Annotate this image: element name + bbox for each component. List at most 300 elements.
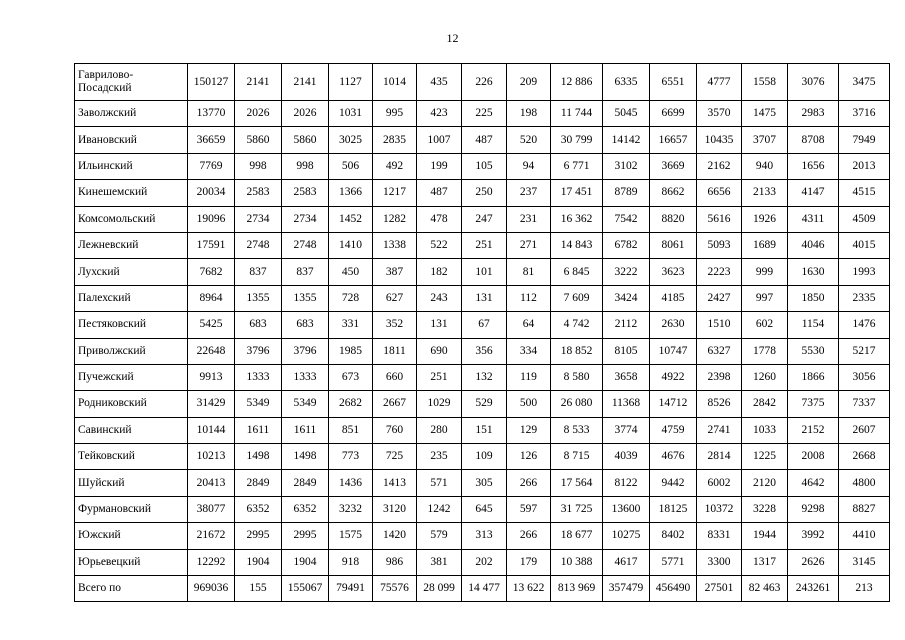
table-cell: 6327 [697,338,742,364]
table-cell: 2335 [839,285,890,311]
table-cell: 2141 [282,64,329,101]
table-cell: 1630 [788,259,839,285]
table-cell: 571 [417,470,462,496]
table-cell: 660 [373,364,417,390]
table-cell: 7 609 [551,285,603,311]
table-cell: 11368 [603,391,650,417]
district-name-cell [75,496,188,522]
table-cell: 226 [462,64,507,101]
table-cell: 1510 [697,312,742,338]
table-cell: 1333 [282,364,329,390]
table-cell: 450 [329,259,373,285]
table-cell: 986 [373,549,417,575]
table-row [75,206,890,232]
district-name: Южский [78,529,121,542]
table-cell: 8820 [650,206,697,232]
table-cell: 6002 [697,470,742,496]
table-cell: 75576 [373,576,417,602]
table-row [75,364,890,390]
table-cell: 18 677 [551,523,603,549]
table-cell: 243 [417,285,462,311]
table-cell: 1242 [417,496,462,522]
table-cell: 3669 [650,153,697,179]
table-cell: 8122 [603,470,650,496]
table-cell: 999 [742,259,788,285]
table-cell: 1260 [742,364,788,390]
table-cell: 10213 [188,444,235,470]
table-cell: 155067 [282,576,329,602]
table-cell: 1436 [329,470,373,496]
table-cell: 7769 [188,153,235,179]
district-name: Палехский [78,291,131,304]
table-cell: 813 969 [551,576,603,602]
district-name: Шуйский [78,476,125,489]
table-cell: 1225 [742,444,788,470]
district-name-cell [75,153,188,179]
table-cell: 1355 [235,285,282,311]
table-cell: 1558 [742,64,788,101]
table-cell: 1413 [373,470,417,496]
table-cell: 3623 [650,259,697,285]
table-cell: 2141 [235,64,282,101]
table-cell: 1778 [742,338,788,364]
table-cell: 6 845 [551,259,603,285]
table-cell: 313 [462,523,507,549]
district-name-cell [75,338,188,364]
table-cell: 645 [462,496,507,522]
table-row [75,391,890,417]
table-cell: 4147 [788,180,839,206]
table-cell: 3228 [742,496,788,522]
table-cell: 27501 [697,576,742,602]
district-name: Тейковский [78,450,135,463]
table-cell: 101 [462,259,507,285]
table-cell: 2398 [697,364,742,390]
district-name: Ивановский [78,133,137,146]
table-cell: 2008 [788,444,839,470]
table-cell: 8331 [697,523,742,549]
table-cell: 352 [373,312,417,338]
table-cell: 2667 [373,391,417,417]
table-cell: 20413 [188,470,235,496]
table-cell: 773 [329,444,373,470]
table-cell: 94 [507,153,551,179]
district-statistics-table [74,63,890,602]
table-cell: 213 [839,576,890,602]
table-cell: 6352 [235,496,282,522]
table-cell: 4642 [788,470,839,496]
table-body [75,64,890,602]
table-cell: 969036 [188,576,235,602]
table-cell: 182 [417,259,462,285]
table-cell: 10 388 [551,549,603,575]
table-cell: 81 [507,259,551,285]
table-cell: 36659 [188,127,235,153]
table-cell: 8402 [650,523,697,549]
table-cell: 4800 [839,470,890,496]
table-cell: 500 [507,391,551,417]
table-cell: 18125 [650,496,697,522]
table-cell: 1007 [417,127,462,153]
table-row [75,127,890,153]
table-cell: 8061 [650,232,697,258]
table-row [75,64,890,101]
table-cell: 1611 [235,417,282,443]
table-cell: 2849 [282,470,329,496]
table-cell: 4676 [650,444,697,470]
table-cell: 1029 [417,391,462,417]
table-cell: 5045 [603,101,650,127]
table-cell: 18 852 [551,338,603,364]
district-name-cell [75,259,188,285]
table-cell: 2630 [650,312,697,338]
table-cell: 998 [282,153,329,179]
table-cell: 725 [373,444,417,470]
table-cell: 1498 [282,444,329,470]
table-cell: 3707 [742,127,788,153]
district-name-cell [75,180,188,206]
table-cell: 5860 [235,127,282,153]
table-cell: 2995 [282,523,329,549]
table-cell: 4185 [650,285,697,311]
table-row [75,153,890,179]
table-cell: 5616 [697,206,742,232]
table-cell: 266 [507,470,551,496]
table-cell: 3475 [839,64,890,101]
table-cell: 247 [462,206,507,232]
table-cell: 2995 [235,523,282,549]
table-cell: 1866 [788,364,839,390]
table-cell: 5349 [282,391,329,417]
table-cell: 356 [462,338,507,364]
table-cell: 3796 [282,338,329,364]
table-cell: 1014 [373,64,417,101]
table-cell: 1993 [839,259,890,285]
table-cell: 251 [417,364,462,390]
table-cell: 597 [507,496,551,522]
table-cell: 7375 [788,391,839,417]
table-cell: 387 [373,259,417,285]
table-cell: 8526 [697,391,742,417]
table-cell: 202 [462,549,507,575]
table-cell: 129 [507,417,551,443]
table-cell: 243261 [788,576,839,602]
table-cell: 4509 [839,206,890,232]
table-cell: 997 [742,285,788,311]
table-cell: 82 463 [742,576,788,602]
table-cell: 231 [507,206,551,232]
table-cell: 109 [462,444,507,470]
table-cell: 251 [462,232,507,258]
table-cell: 1850 [788,285,839,311]
table-cell: 940 [742,153,788,179]
table-row [75,549,890,575]
table-cell: 3056 [839,364,890,390]
table-cell: 837 [282,259,329,285]
table-cell: 119 [507,364,551,390]
table-cell: 2734 [282,206,329,232]
table-cell: 2741 [697,417,742,443]
table-cell: 2120 [742,470,788,496]
table-cell: 64 [507,312,551,338]
district-name-cell [75,206,188,232]
district-name-cell [75,127,188,153]
table-cell: 10747 [650,338,697,364]
table-cell: 199 [417,153,462,179]
table-cell: 683 [282,312,329,338]
table-cell: 2583 [235,180,282,206]
table-row [75,470,890,496]
table-cell: 1904 [235,549,282,575]
table-cell: 2682 [329,391,373,417]
table-cell: 179 [507,549,551,575]
table-cell: 683 [235,312,282,338]
table-cell: 10372 [697,496,742,522]
table-cell: 17 451 [551,180,603,206]
table-cell: 690 [417,338,462,364]
district-name: Лежневский [78,239,139,252]
table-cell: 14 843 [551,232,603,258]
table-cell: 14142 [603,127,650,153]
district-name-cell [75,101,188,127]
district-name: Кинешемский [78,186,148,199]
table-cell: 131 [417,312,462,338]
table-cell: 2842 [742,391,788,417]
table-cell: 456490 [650,576,697,602]
table-cell: 3424 [603,285,650,311]
table-cell: 529 [462,391,507,417]
table-cell: 357479 [603,576,650,602]
table-cell: 112 [507,285,551,311]
table-cell: 6352 [282,496,329,522]
table-row [75,232,890,258]
table-cell: 1611 [282,417,329,443]
table-cell: 10435 [697,127,742,153]
table-cell: 209 [507,64,551,101]
table-cell: 520 [507,127,551,153]
district-name-cell [75,523,188,549]
table-cell: 2734 [235,206,282,232]
table-cell: 3300 [697,549,742,575]
table-cell: 198 [507,101,551,127]
table-cell: 266 [507,523,551,549]
table-cell: 4777 [697,64,742,101]
table-cell: 334 [507,338,551,364]
table-cell: 3025 [329,127,373,153]
table-cell: 5093 [697,232,742,258]
table-row [75,417,890,443]
district-name: Родниковский [78,397,147,410]
table-cell: 2162 [697,153,742,179]
table-cell: 30 799 [551,127,603,153]
district-name: Пучежский [78,371,134,384]
district-name-cell [75,576,188,602]
table-cell: 602 [742,312,788,338]
table-cell: 8827 [839,496,890,522]
table-cell: 7682 [188,259,235,285]
table-cell: 478 [417,206,462,232]
table-cell: 2814 [697,444,742,470]
table-cell: 5860 [282,127,329,153]
table-cell: 2223 [697,259,742,285]
table-row [75,312,890,338]
table-cell: 918 [329,549,373,575]
table-row [75,523,890,549]
table-cell: 14 477 [462,576,507,602]
table-cell: 3232 [329,496,373,522]
table-cell: 2013 [839,153,890,179]
district-name-cell [75,232,188,258]
table-cell: 998 [235,153,282,179]
table-cell: 9913 [188,364,235,390]
table-cell: 4046 [788,232,839,258]
table-cell: 1475 [742,101,788,127]
table-cell: 2583 [282,180,329,206]
table-cell: 131 [462,285,507,311]
table-cell: 28 099 [417,576,462,602]
table-row [75,444,890,470]
table-cell: 492 [373,153,417,179]
district-name-cell [75,391,188,417]
table-cell: 3716 [839,101,890,127]
table-cell: 2133 [742,180,788,206]
table-cell: 16 362 [551,206,603,232]
district-name: Заволжский [78,107,137,120]
table-cell: 3120 [373,496,417,522]
table-cell: 3570 [697,101,742,127]
district-name: Приволжский [78,344,146,357]
table-cell: 4515 [839,180,890,206]
table-cell: 8105 [603,338,650,364]
table-cell: 4 742 [551,312,603,338]
table-cell: 1476 [839,312,890,338]
table-cell: 4015 [839,232,890,258]
table-cell: 237 [507,180,551,206]
table-cell: 1811 [373,338,417,364]
table-cell: 8662 [650,180,697,206]
table-cell: 627 [373,285,417,311]
table-cell: 6699 [650,101,697,127]
table-cell: 3774 [603,417,650,443]
page-number: 12 [446,31,459,45]
table-cell: 9298 [788,496,839,522]
table-cell: 2152 [788,417,839,443]
table-cell: 1154 [788,312,839,338]
table-cell: 435 [417,64,462,101]
table-cell: 67 [462,312,507,338]
table-cell: 5425 [188,312,235,338]
district-name-cell [75,417,188,443]
table-cell: 1031 [329,101,373,127]
table-cell: 8 580 [551,364,603,390]
table-cell: 4617 [603,549,650,575]
table-cell: 7542 [603,206,650,232]
table-cell: 423 [417,101,462,127]
table-cell: 3658 [603,364,650,390]
table-cell: 760 [373,417,417,443]
table-cell: 11 744 [551,101,603,127]
table-cell: 22648 [188,338,235,364]
district-name-cell [75,470,188,496]
table-cell: 10144 [188,417,235,443]
table-cell: 995 [373,101,417,127]
table-cell: 1420 [373,523,417,549]
table-row [75,259,890,285]
table-cell: 1333 [235,364,282,390]
table-cell: 1410 [329,232,373,258]
table-cell: 79491 [329,576,373,602]
table-cell: 487 [462,127,507,153]
table-cell: 12292 [188,549,235,575]
table-cell: 155 [235,576,282,602]
table-cell: 1498 [235,444,282,470]
table-cell: 6335 [603,64,650,101]
table-cell: 2607 [839,417,890,443]
table-cell: 132 [462,364,507,390]
table-cell: 31 725 [551,496,603,522]
table-cell: 3102 [603,153,650,179]
table-cell: 3076 [788,64,839,101]
table-cell: 105 [462,153,507,179]
table-cell: 331 [329,312,373,338]
table-cell: 2849 [235,470,282,496]
table-cell: 1338 [373,232,417,258]
table-cell: 7337 [839,391,890,417]
table-cell: 126 [507,444,551,470]
table-cell: 506 [329,153,373,179]
table-cell: 38077 [188,496,235,522]
table-cell: 21672 [188,523,235,549]
table-cell: 1355 [282,285,329,311]
table-cell: 4311 [788,206,839,232]
district-name-cell [75,444,188,470]
district-name: Комсомольский [78,212,156,225]
table-cell: 4410 [839,523,890,549]
table-cell: 5771 [650,549,697,575]
table-cell: 6 771 [551,153,603,179]
table-cell: 6551 [650,64,697,101]
table-cell: 851 [329,417,373,443]
table-cell: 17591 [188,232,235,258]
table-cell: 1452 [329,206,373,232]
table-cell: 2427 [697,285,742,311]
table-cell: 1656 [788,153,839,179]
district-name-cell [75,549,188,575]
table-cell: 12 886 [551,64,603,101]
table-cell: 3796 [235,338,282,364]
table-cell: 271 [507,232,551,258]
table-cell: 8789 [603,180,650,206]
district-name-cell [75,285,188,311]
district-name: Гаврилово-Посадский [78,69,134,94]
table-cell: 4922 [650,364,697,390]
table-cell: 225 [462,101,507,127]
table-cell: 280 [417,417,462,443]
table-cell: 1944 [742,523,788,549]
district-name-cell [75,312,188,338]
district-name: Савинский [78,423,132,436]
table-cell: 837 [235,259,282,285]
table-cell: 1282 [373,206,417,232]
table-cell: 13770 [188,101,235,127]
table-cell: 2983 [788,101,839,127]
table-cell: 2026 [282,101,329,127]
table-cell: 381 [417,549,462,575]
table-cell: 1689 [742,232,788,258]
table-cell: 1926 [742,206,788,232]
table-cell: 1985 [329,338,373,364]
table-cell: 17 564 [551,470,603,496]
